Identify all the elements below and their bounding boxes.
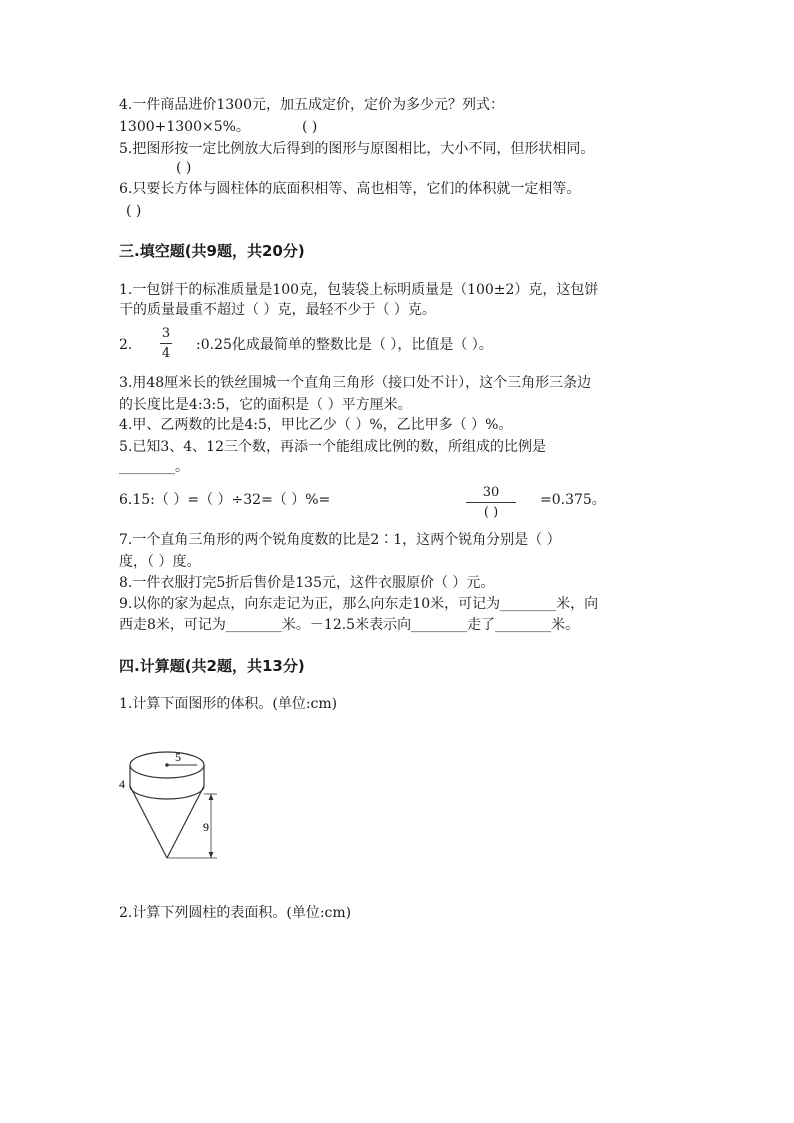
fill-q2-fraction-numerator: 3 [161, 326, 171, 341]
fill-q2-fraction [160, 326, 172, 361]
judge-q6-answer-paren: ( ) [126, 203, 142, 219]
arrow-down-icon [209, 852, 214, 858]
fill-q5-line2: ________。 [119, 459, 189, 475]
fill-q6-tail: =0.375。 [540, 492, 606, 508]
arrow-up-icon [209, 794, 214, 800]
fill-q2-text: :0.25化成最简单的整数比是（ ），比值是（ ）。 [196, 337, 493, 353]
fill-q1-line2: 干的质量最重不超过（ ）克，最轻不少于（ ）克。 [119, 302, 436, 318]
fill-q7-line2: 度，（ ）度。 [119, 554, 201, 570]
fill-q6-fraction-numerator: 30 [482, 485, 500, 500]
judge-q5-answer-paren: ( ) [176, 160, 192, 176]
fill-q3-line1: 3.用48厘米长的铁丝围城一个直角三角形（接口处不计），这个三角形三条边 [119, 375, 592, 391]
cylinder-height-label: 4 [119, 777, 125, 791]
fraction-bar [466, 502, 516, 503]
calc-q1: 1.计算下面图形的体积。(单位:cm) [119, 696, 338, 712]
fill-q2-fraction-denominator: 4 [161, 346, 171, 361]
fill-q3-line2: 的长度比是4:3:5，它的面积是（ ）平方厘米。 [119, 397, 412, 413]
fill-q2-number: 2. [119, 337, 133, 353]
fill-q6-text: 6.15:（ ）=（ ）÷32=（ ）%= [119, 492, 331, 508]
fill-q5-line1: 5.已知3、4、12三个数，再添一个能组成比例的数，所组成的比例是 [119, 439, 546, 455]
judge-q4-answer-paren: ( ) [302, 119, 318, 135]
fill-q6-fraction [466, 485, 516, 520]
cylinder-bottom-arc [130, 786, 204, 799]
fill-q1-line1: 1.一包饼干的标准质量是100克，包装袋上标明质量是（100±2）克，这包饼 [119, 282, 599, 298]
judge-q5-line1: 5.把图形按一定比例放大后得到的图形与原图相比，大小不同，但形状相同。 [119, 141, 595, 157]
cylinder-cone-figure [115, 735, 230, 865]
radius-label: 5 [175, 750, 181, 764]
cone-height-label: 9 [203, 820, 209, 834]
judge-q6-line1: 6.只要长方体与圆柱体的底面积相等、高也相等，它们的体积就一定相等。 [119, 181, 581, 197]
fill-q7-line1: 7.一个直角三角形的两个锐角度数的比是2∶1，这两个锐角分别是（ ） [119, 532, 561, 548]
judge-q4-line2: 1300+1300×5%。 [119, 119, 250, 135]
calc-q2: 2.计算下列圆柱的表面积。(单位:cm) [119, 905, 352, 921]
fraction-bar [160, 343, 172, 344]
fill-q4-line1: 4.甲、乙两数的比是4:5，甲比乙少（ ）%，乙比甲多（ ）%。 [119, 417, 513, 433]
fill-q6-fraction-denominator: ( ) [483, 505, 499, 520]
fill-q8-line1: 8.一件衣服打完5折后售价是135元，这件衣服原价（ ）元。 [119, 575, 495, 591]
fill-q9-line2: 西走8米，可记为________米。－12.5米表示向________走了________米。 [119, 617, 580, 633]
section4-heading: 四.计算题(共2题，共13分) [119, 657, 305, 675]
section3-heading: 三.填空题(共9题，共20分) [119, 242, 305, 260]
fill-q9-line1: 9.以你的家为起点，向东走记为正，那么向东走10米，可记为________米，向 [119, 596, 599, 612]
judge-q4-line1: 4.一件商品进价1300元，加五成定价，定价为多少元？列式： [119, 97, 504, 113]
